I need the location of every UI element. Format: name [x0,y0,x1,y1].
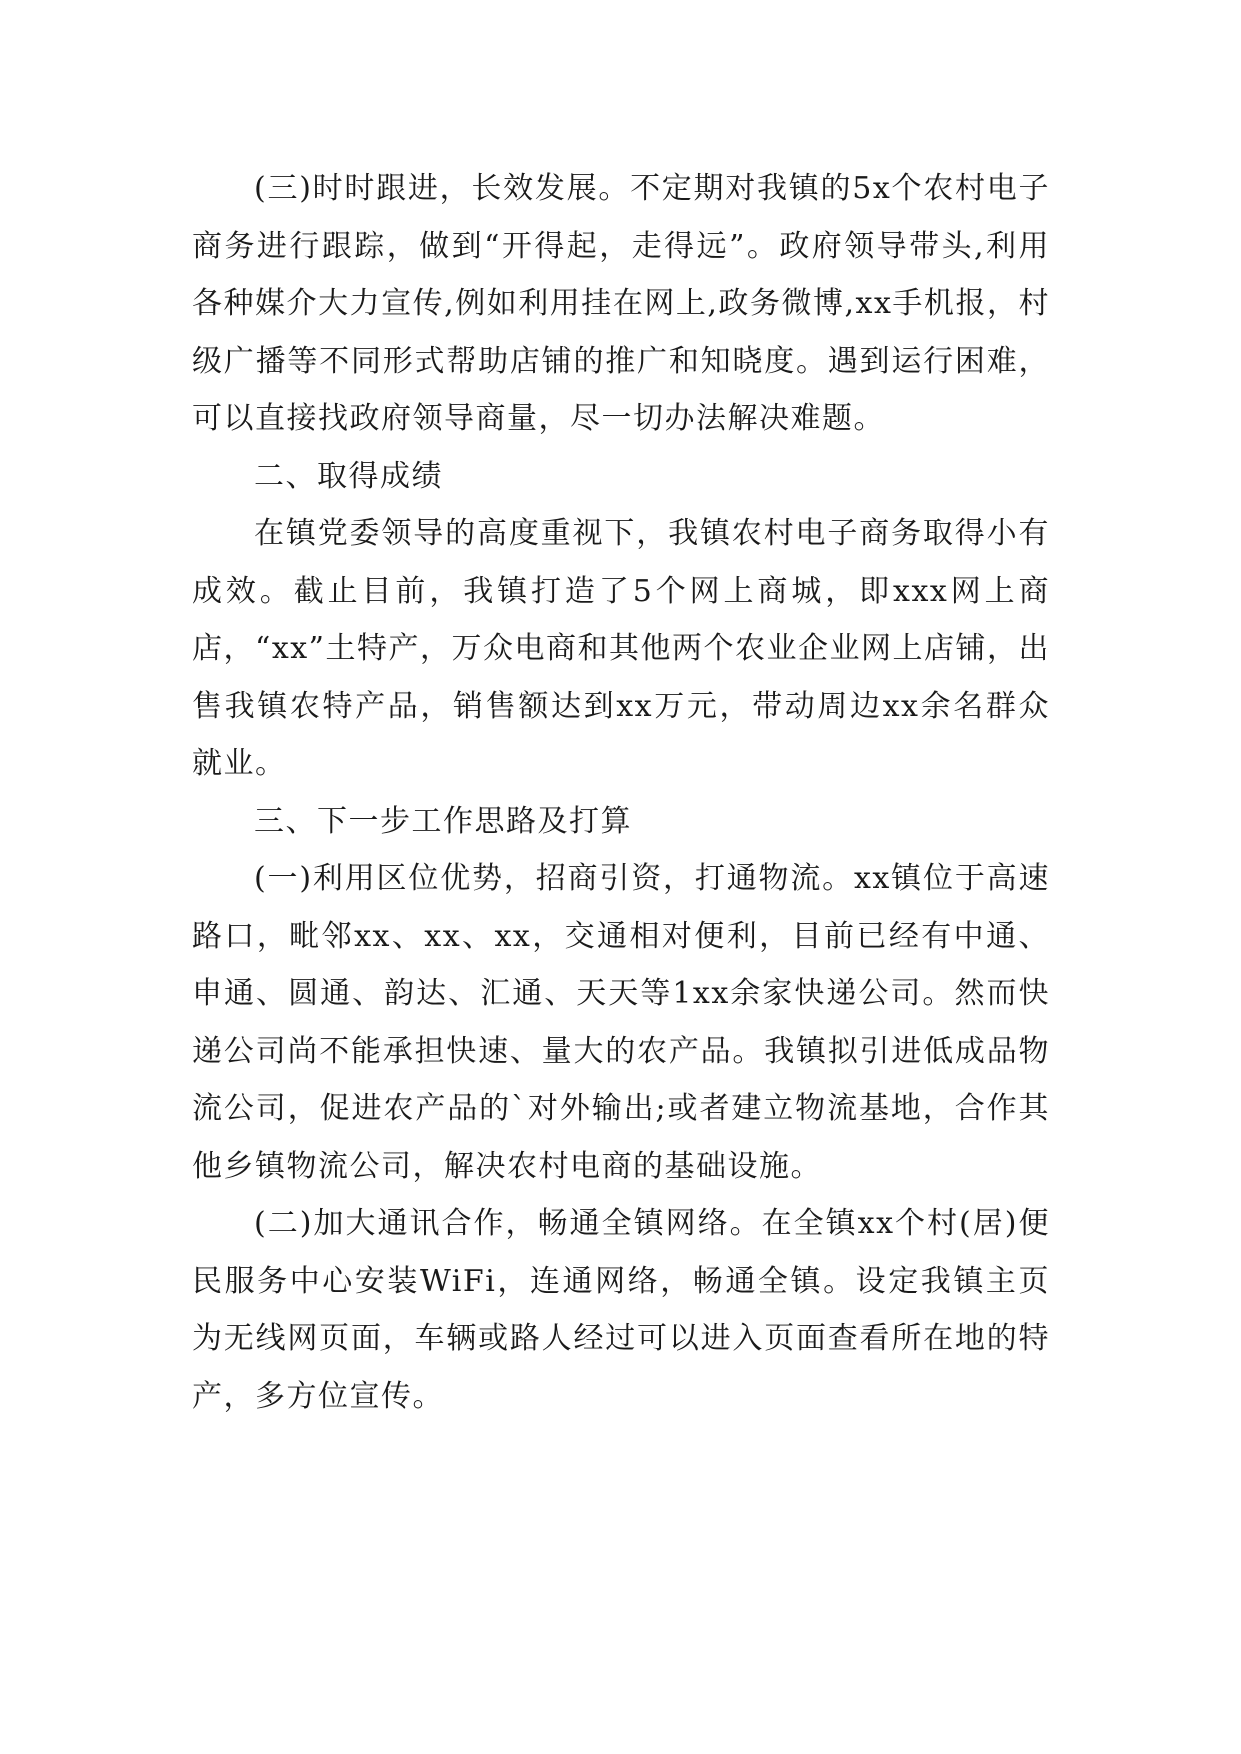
paragraph-network: (二)加大通讯合作，畅通全镇网络。在全镇xx个村(居)便民服务中心安装WiFi，连通网络，畅通全镇。设定我镇主页为无线网页面，车辆或路人经过可以进入页面查看所在地的特产，多方位宣传。 [192,1206,1050,1414]
paragraph-achievements: 在镇党委领导的高度重视下，我镇农村电子商务取得小有成效。截止目前，我镇打造了5个网上商城，即xxx网上商店，“xx”土特产，万众电商和其他两个农业企业网上店铺，出售我镇农特产品，销售额达到xx万元，带动周边xx余名群众就业。 [192,516,1051,781]
paragraph-follow-up: (三)时时跟进，长效发展。不定期对我镇的5x个农村电子商务进行跟踪，做到“开得起，走得远”。政府领导带头,利用各种媒介大力宣传,例如利用挂在网上,政务微博,xx手机报，村级广播等不同形式帮助店铺的推广和知晓度。遇到运行困难，可以直接找政府领导商量，尽一切办法解决难题。 [192,171,1050,436]
paragraph-logistics: (一)利用区位优势，招商引资，打通物流。xx镇位于高速路口，毗邻xx、xx、xx，交通相对便利，目前已经有中通、申通、圆通、韵达、汇通、天天等1xx余家快递公司。然而快递公司尚不能承担快速、量大的农产品。我镇拟引进低成品物流公司，促进农产品的`对外输出;或者建立物流基地，合作其他乡镇物流公司，解决农村电商的基础设施。 [192,861,1050,1184]
section-heading-next-steps: 三、下一步工作思路及打算 [254,803,632,839]
section-heading-achievements: 二、取得成绩 [254,458,443,494]
document-body [192,160,1050,1425]
